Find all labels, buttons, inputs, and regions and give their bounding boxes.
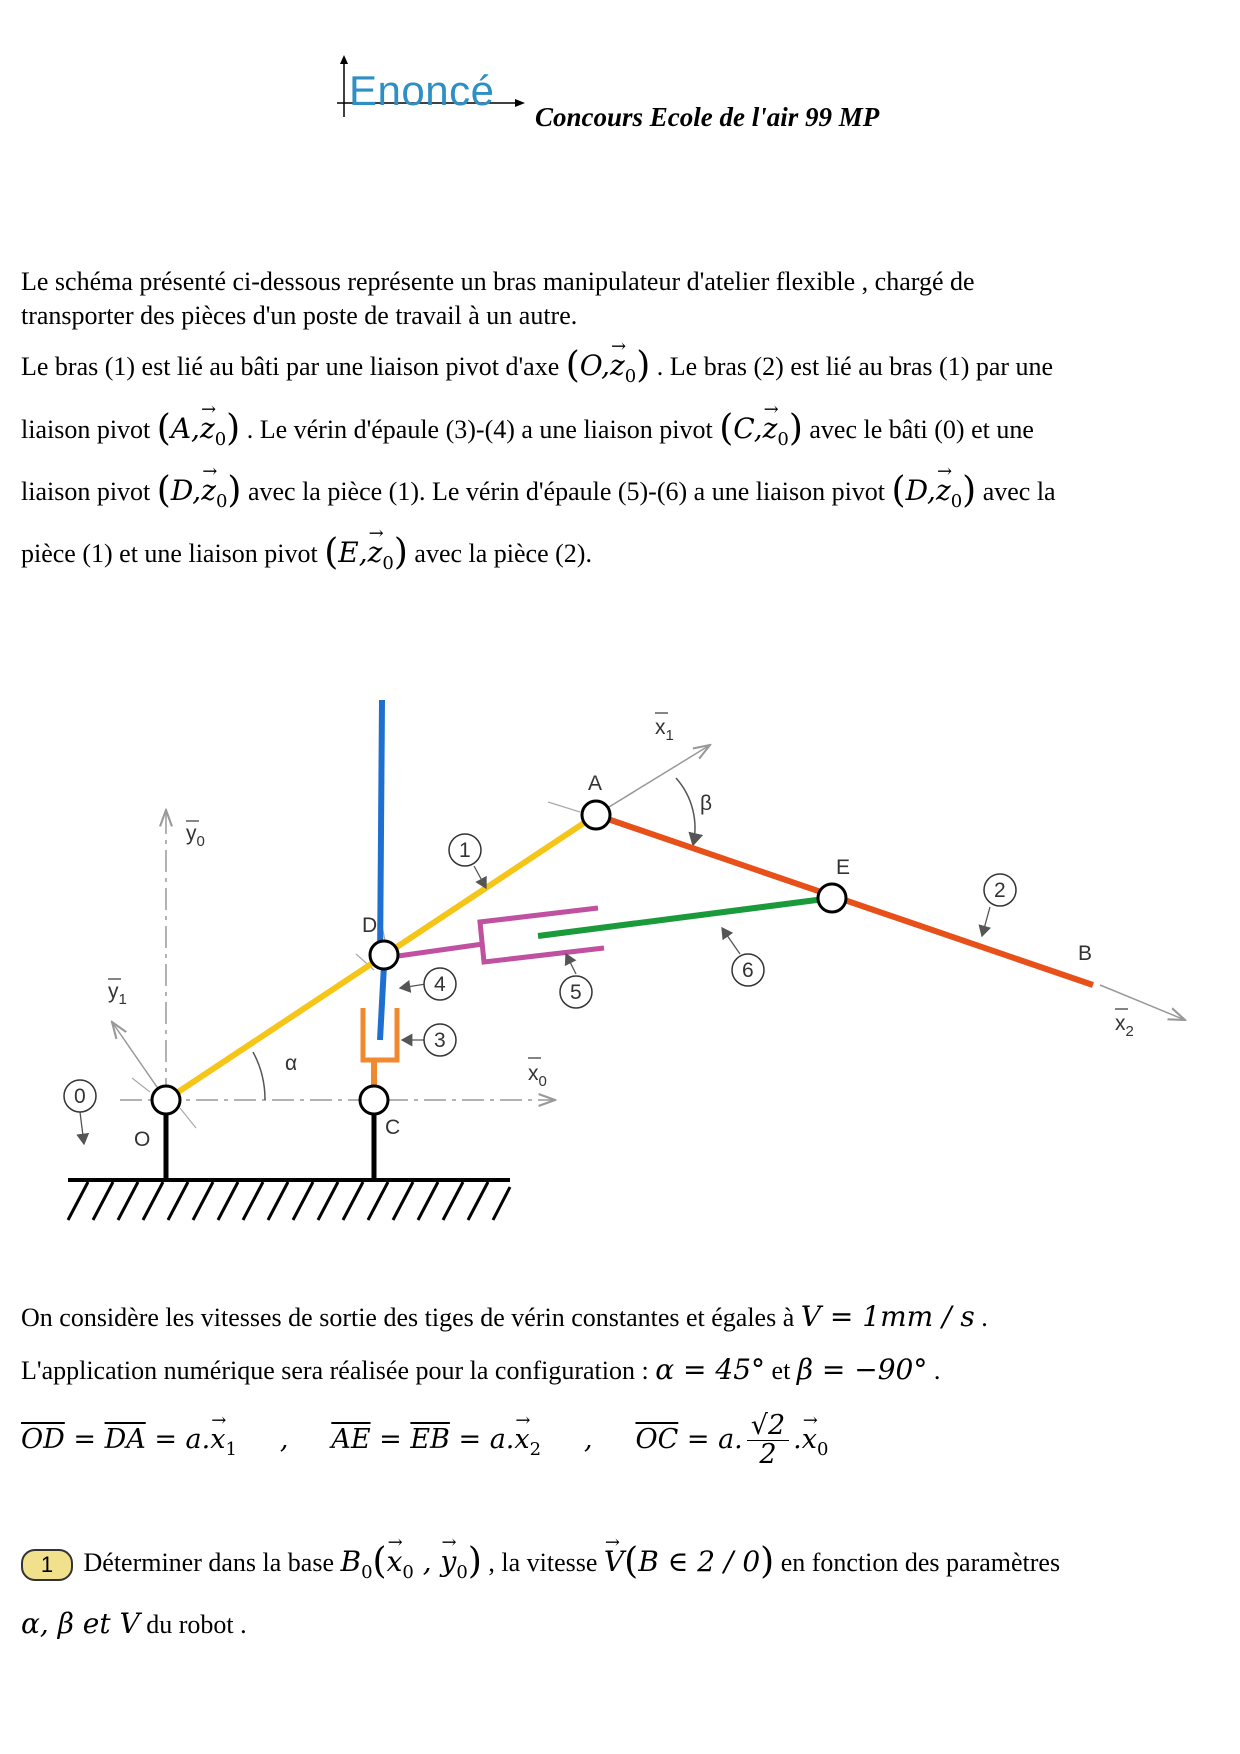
condition-line-1: On considère les vitesses de sortie des tiges de vérin constantes et égales à V = 1mm / s .	[21, 1300, 988, 1333]
intro-line-5: liaison pivot $(D,\to z_0)$ avec la pièce (1). Le vérin d'épaule (5)-(6) a une liaison pivot $(D,\to z_0)$ avec la	[21, 472, 1221, 512]
question-number-badge: 1	[21, 1549, 73, 1581]
axis-C-z0: $(C,\to z_0)$	[719, 412, 803, 445]
part-number-5: 5	[570, 981, 582, 1004]
axis-E-z0: $(E,\to z_0)$	[324, 536, 408, 569]
question-1-line-2: α, β et V du robot .	[21, 1607, 247, 1640]
part-number-3: 3	[434, 1029, 446, 1052]
velocity-value: V = 1mm / s	[800, 1300, 975, 1333]
intro-line-3: Le bras (1) est lié au bâti par une liaison pivot d'axe $(O,\to z_0)$ . Le bras (2) est lié au bras (1) par une	[21, 347, 1221, 387]
beta-value: β = −90°	[796, 1353, 928, 1386]
robot-arm-diagram	[0, 700, 1240, 1240]
part-number-leaders	[80, 866, 990, 1144]
angle-alpha-label: α	[285, 1052, 298, 1075]
robot-parameters: α, β et V	[21, 1607, 140, 1640]
intro-line-1: Le schéma présenté ci-dessous représente un bras manipulateur d'atelier flexible , chargé de	[21, 267, 975, 296]
svg-text:y1: $y_1$	[108, 980, 127, 1008]
vector-definitions: $\overline{OD} = \overline{DA} = a.\to x_1$ , $\overline{AE} = \overline{EB} = a.\to x_2$ , $\overline{OC} = a$. $\frac{√2}{2}$ .→ $x_0$	[21, 1412, 1221, 1469]
svg-text:x0: $x_0$	[528, 1062, 547, 1090]
cylinder-3-4	[363, 700, 397, 1086]
condition-line-2: L'application numérique sera réalisée pour la configuration : α = 45° et β = −90° .	[21, 1353, 941, 1386]
part-number-2: 2	[994, 879, 1006, 902]
alpha-value: α = 45°	[655, 1353, 766, 1386]
intro-line-6: pièce (1) et une liaison pivot $(E,\to z_0)$ avec la pièce (2).	[21, 534, 1221, 574]
velocity-vector: → V(B ∈ 2 / 0)	[604, 1545, 774, 1578]
axis-A-z0: $(A,\to z_0)$	[157, 412, 240, 445]
label-C: C	[385, 1116, 401, 1139]
label-D: D	[362, 914, 378, 937]
part-number-0: 0	[74, 1085, 86, 1108]
label-E: E	[836, 856, 851, 879]
base-B0: $B_0(\to x_0$ , → $y_0$)	[341, 1545, 482, 1578]
part-number-4: 4	[434, 973, 446, 996]
svg-text:y0: $y_0$	[186, 822, 205, 850]
intro-line-4: liaison pivot $(A,\to z_0)$ . Le vérin d'épaule (3)-(4) a une liaison pivot $(C,\to z_0)$ avec le bâti (0) et une	[21, 410, 1221, 450]
intro-line-2: transporter des pièces d'un poste de travail à un autre.	[21, 301, 578, 330]
logo-text: Enoncé	[349, 67, 495, 114]
label-O: O	[134, 1128, 151, 1151]
axis-D-z0: $(D,\to z_0)$	[157, 474, 242, 507]
question-1: 1 Déterminer dans la base $B_0(\to x_0$ , → $y_0$) , la vitesse → V(B ∈ 2 / 0) en fonction des paramètres	[21, 1543, 1221, 1583]
axis-O-z0: $(O,\to z_0)$	[566, 349, 651, 382]
label-B: B	[1078, 942, 1093, 965]
axis-D-z0-b: $(D,\to z_0)$	[892, 474, 977, 507]
part-number-1: 1	[459, 839, 471, 862]
label-A: A	[588, 772, 603, 795]
part-number-6: 6	[742, 959, 754, 982]
angle-beta-label: β	[700, 792, 713, 815]
enonce-logo	[335, 55, 525, 125]
svg-text:x2: $x_2$	[1115, 1012, 1134, 1040]
page-subtitle: Concours Ecole de l'air 99 MP	[535, 102, 880, 132]
svg-text:x1: $x_1$	[655, 716, 674, 744]
